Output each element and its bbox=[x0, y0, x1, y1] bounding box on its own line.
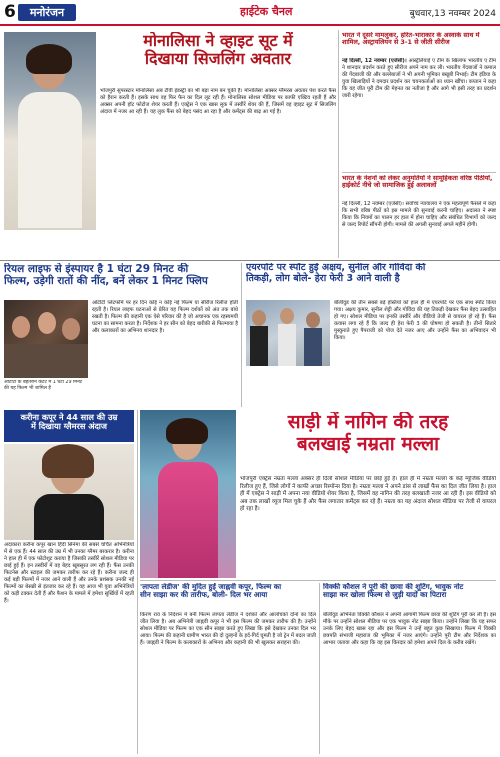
section-divider bbox=[0, 260, 500, 261]
column-divider bbox=[241, 263, 242, 407]
story-airport-body bbox=[334, 300, 496, 406]
headline-line: बलखाई नम्रता मल्ला bbox=[296, 432, 440, 455]
story-vicky-headline bbox=[323, 583, 496, 611]
story-kareena-body bbox=[4, 542, 134, 754]
headline-line: रियल लाइफ से इंस्पायर है 1 घंटा 29 मिनट की bbox=[4, 263, 189, 275]
story-monalisa-body bbox=[100, 88, 336, 230]
headline-line: तिकड़ी, लोग बोले- हेरा फेरी 3 आने वाली है bbox=[246, 272, 400, 284]
dateline: नई दिल्ली, 12 नवम्बर (एजेंसी)। bbox=[342, 58, 407, 64]
masthead bbox=[0, 0, 500, 26]
article-body: बॉलीवुड की तीन सबसे बड़े हस्तियों को हाल ही में एयरपोर्ट पर एक साथ स्पॉट किया गया। अक्षय कुमार, सुनील शेट्टी और गोविंदा की यह तिकड़ी देखकर फैंस बेहद उत्साहित हो गए। सोशल मीडिया पर इनकी तस्वीरें और वीडियो तेजी से वायरल हो रहे हैं। फैंस कयास लगा रहे हैं कि जल्द ही हेरा फेरी 3 की घोषणा हो सकती है। तीनों सितारे मुस्कुराते हुए पैपराजी को पोज देते नजर आए और उन्होंने फैंस का अभिवादन भी किया। bbox=[334, 300, 496, 341]
headline-line: एयरपोर्ट पर स्पॉट हुईं अक्षय, सुनील और गोविंदा की bbox=[246, 263, 426, 273]
section-label: मनोरंजन bbox=[18, 4, 76, 21]
namrata-photo bbox=[140, 410, 236, 578]
headline-line: करीना कपूर ने 44 साल की उम्र bbox=[20, 412, 118, 422]
headline-text: भारत के नेशनों को लेकर अनुमतियों ने सामूहिकता वरिष्ठ पीठीयों, हाईकोर्ट नीचे जो सामाजिक हुई अलावलों bbox=[342, 175, 493, 190]
story-vicky-body bbox=[323, 612, 496, 754]
story-monalisa-headline bbox=[100, 32, 336, 86]
column-divider bbox=[338, 30, 339, 258]
ott-photo-caption: ओटीटी के बेहतरीन कंटेंट में 1 घंटा 29 मिनट की यह फिल्म भी शामिल है bbox=[4, 380, 83, 391]
monalisa-photo bbox=[4, 32, 96, 230]
headline-line: में दिखाया ग्लैमरस अंदाज bbox=[30, 421, 108, 432]
story-ott-headline bbox=[4, 263, 238, 299]
story-cricket-headline bbox=[342, 32, 496, 58]
headline-line: साझा कर खोला फिल्म से जुड़ी यादों का पिटारा bbox=[323, 590, 447, 600]
story-court-headline bbox=[342, 175, 496, 201]
story-ladies-headline bbox=[140, 583, 316, 611]
article-body: अदाकारा करीना कपूर खान हिंदी सिनेमा की सबसे चर्चित अभिनेत्रियों में से एक हैं। 44 साल की उम्र में भी उनका ग्लैमर बरकरार है। करीना ने हाल ही में एक फोटोशूट कराया है जिसकी तस्वीरें सोशल मीडिया पर छाई हुई हैं। इन तस्वीरों में वह बेहद खूबसूरत लग रही हैं। फैंस उनकी फिटनेस और स्टाइल की जमकर तारीफ कर रहे हैं। करीना जल्द ही कई बड़ी फिल्मों में नजर आने वाली हैं और उनके प्रशंसक उनकी नई फिल्मों का बेसब्री से इंतजार कर रहे हैं। वह आज भी युवा अभिनेत्रियों को कड़ी टक्कर देती हैं और फैशन के मामले में हमेशा सुर्खियों में रहती हैं। bbox=[4, 542, 134, 604]
article-body: नई दिल्ली, 12 नवम्बर (एजेंसी)। सर्वोच्च न्यायालय ने एक महत्वपूर्ण फैसले में कहा कि सभी वरिष्ठ पीठों को इस मामले की सुनवाई करनी चाहिए। अदालत ने स्पष्ट किया कि नियमों का पालन हर हाल में होना चाहिए और संबंधित विभागों को जल्द से जल्द रिपोर्ट सौंपनी होगी। मामले की अगली सुनवाई अगले महीने होगी। bbox=[342, 201, 496, 228]
article-body: किरण राव के निर्देशन में बनी फिल्म लापता लेडीज ने दर्शकों और आलोचकों दोनों का दिल जीत लिया है। अब अभिनेत्री जाह्नवी कपूर ने भी इस फिल्म की जमकर तारीफ की है। उन्होंने सोशल मीडिया पर फिल्म का एक सीन साझा करते हुए लिखा कि इसे देखकर उनका दिल भर आया। फिल्म की कहानी ग्रामीण भारत की दो दुल्हनों के इर्द-गिर्द घूमती है जो ट्रेन में बदल जाती हैं। जाह्नवी ने फिल्म के कलाकारों के अभिनय और कहानी की भी खुलकर सराहना की। bbox=[140, 612, 316, 646]
headline-line: फिल्म, उड़ेगी रातों की नींद, बनें लेकर 1 मिनट फ्लिप bbox=[4, 275, 208, 288]
story-divider bbox=[342, 172, 496, 173]
headline-line: 'लापता लेडीज' की मुदित हुईं जाह्नवी कपूर, फिल्म का bbox=[140, 583, 282, 591]
article-body: आस्ट्रेलियाई ए टीम के खिलाफ भारतीय ए टीम ने शानदार प्रदर्शन करते हुए सीरीज अपने नाम कर ली। भारतीय गेंदबाजों ने कमाल की गेंदबाजी की और बल्लेबाजों ने भी अपनी भूमिका बखूबी निभाई। टीम इंडिया के युवा खिलाड़ियों ने दमदार प्रदर्शन कर चयनकर्ताओं का ध्यान खींचा। कप्तान ने कहा कि यह जीत पूरी टीम की मेहनत का नतीजा है और आगे भी इसी तरह का प्रदर्शन जारी रहेगा। bbox=[342, 58, 496, 99]
story-kareena-headline bbox=[4, 410, 134, 442]
headline-line: विक्की कौशल ने पूरी की छावा की शूटिंग, भावुक नोट bbox=[323, 583, 464, 591]
article-body: बॉलीवुड अभिनेता विक्की कौशल ने अपनी आगामी फिल्म छावा की शूटिंग पूरी कर ली है। इस मौके पर उन्होंने सोशल मीडिया पर एक भावुक नोट साझा किया। उन्होंने लिखा कि यह सफर उनके लिए बेहद खास रहा और इस फिल्म ने उन्हें बहुत कुछ सिखाया। फिल्म में विक्की छत्रपति संभाजी महाराज की भूमिका में नजर आएंगे। उन्होंने पूरी टीम और निर्देशक का आभार जताया और कहा कि वह इस किरदार को हमेशा अपने दिल के करीब रखेंगे। bbox=[323, 612, 496, 646]
story-airport-headline bbox=[246, 263, 496, 299]
story-ott-body bbox=[92, 300, 238, 406]
story-namrata-headline bbox=[240, 412, 496, 474]
article-body: भोजपुरी सुपरस्टार मोनालिसा अब टीवी इंडस्ट्री का भी बड़ा नाम बन चुकी हैं। मोनालिसा अक्सर ग्लैमरस अवतार पेश करते फैंस को हैरान करती हैं। इसके साथ वह फिर फैन का दिल लूट रही हैं। मोनालिसा सोशल मीडिया पर काफी एक्टिव रहती हैं और अक्सर अपनी हॉट फोटोज शेयर करती हैं। एक्ट्रेस ने एक खास लुक में तस्वीरें शेयर की हैं, जिसमें वह व्हाइट सूट में सिजलिंग अंदाज में नजर आ रही हैं। यह लुक फैंस को बेहद पसंद आ रहा है और कमेंट्स की बाढ़ आ गई है। bbox=[100, 88, 336, 115]
headline-text: भारत ने दूसरे मामलुकर, हरित-भाराकार के अस्वाके साथ में शामिल, अस्ट्रायलियन से 3-1 से जीती सीरीज bbox=[342, 32, 480, 47]
newspaper-brand: हाईटेक चैनल bbox=[240, 5, 293, 18]
column-divider bbox=[137, 410, 138, 754]
article-body: ओटीटी प्लेटफॉर्म पर हर दिन कोई न कोई नई फिल्म या सीरीज रिलीज होती रहती है। रियल लाइफ घटनाओं से प्रेरित यह फिल्म दर्शकों को अंत तक बांधे रखती है। फिल्म की कहानी एक ऐसे परिवार की है जो अचानक एक रहस्यमयी घटना का सामना करता है। निर्देशक ने हर सीन को बेहद बारीकी से फिल्माया है और कलाकारों का अभिनय शानदार है। bbox=[92, 300, 238, 334]
story-divider bbox=[140, 580, 496, 581]
headline-line: मोनालिसा ने व्हाइट सूट में bbox=[143, 32, 293, 50]
story-court-body bbox=[342, 201, 496, 257]
headline-line: सीन साझा कर की तारीफ, बोली- दिल भर आया bbox=[140, 590, 268, 600]
page-number: 6 bbox=[4, 2, 16, 22]
kareena-photo bbox=[4, 444, 134, 540]
column-divider bbox=[319, 583, 320, 754]
issue-date: बुधवार,13 नवम्बर 2024 bbox=[409, 9, 496, 19]
story-cricket-body bbox=[342, 58, 496, 170]
story-ladies-body bbox=[140, 612, 316, 754]
airport-photo bbox=[246, 300, 330, 366]
headline-line: दिखाया सिजलिंग अवतार bbox=[144, 49, 292, 69]
ott-film-photo bbox=[4, 300, 88, 378]
headline-line: साड़ी में नागिन की तरह bbox=[287, 412, 449, 433]
article-body: भोजपुरी एक्ट्रेस नम्रता मल्ला अक्सर ही दिलों सोशल मीडिया पर छाई हुई हैं। हाल ही में नम्रता मल्ला के कई म्यूजिक वीडियो रिलीज हुए हैं, जिसे लोगों ने काफी अच्छा रिस्पॉन्स दिया है। नम्रता मल्ला ने अपने डांस से लाखों फैंस का दिल जीत लिया है। हाल ही में एक्ट्रेस ने साड़ी में अपना नया वीडियो शेयर किया है, जिसमें वह नागिन की तरह बलखाती नजर आ रही हैं। इस वीडियो को अब तक लाखों व्यूज मिल चुके हैं और फैंस लगातार कमेंट्स कर रहे हैं। नम्रता का यह अंदाज सोशल मीडिया पर तेजी से वायरल हो रहा है। bbox=[240, 476, 496, 513]
story-namrata-body bbox=[240, 476, 496, 578]
